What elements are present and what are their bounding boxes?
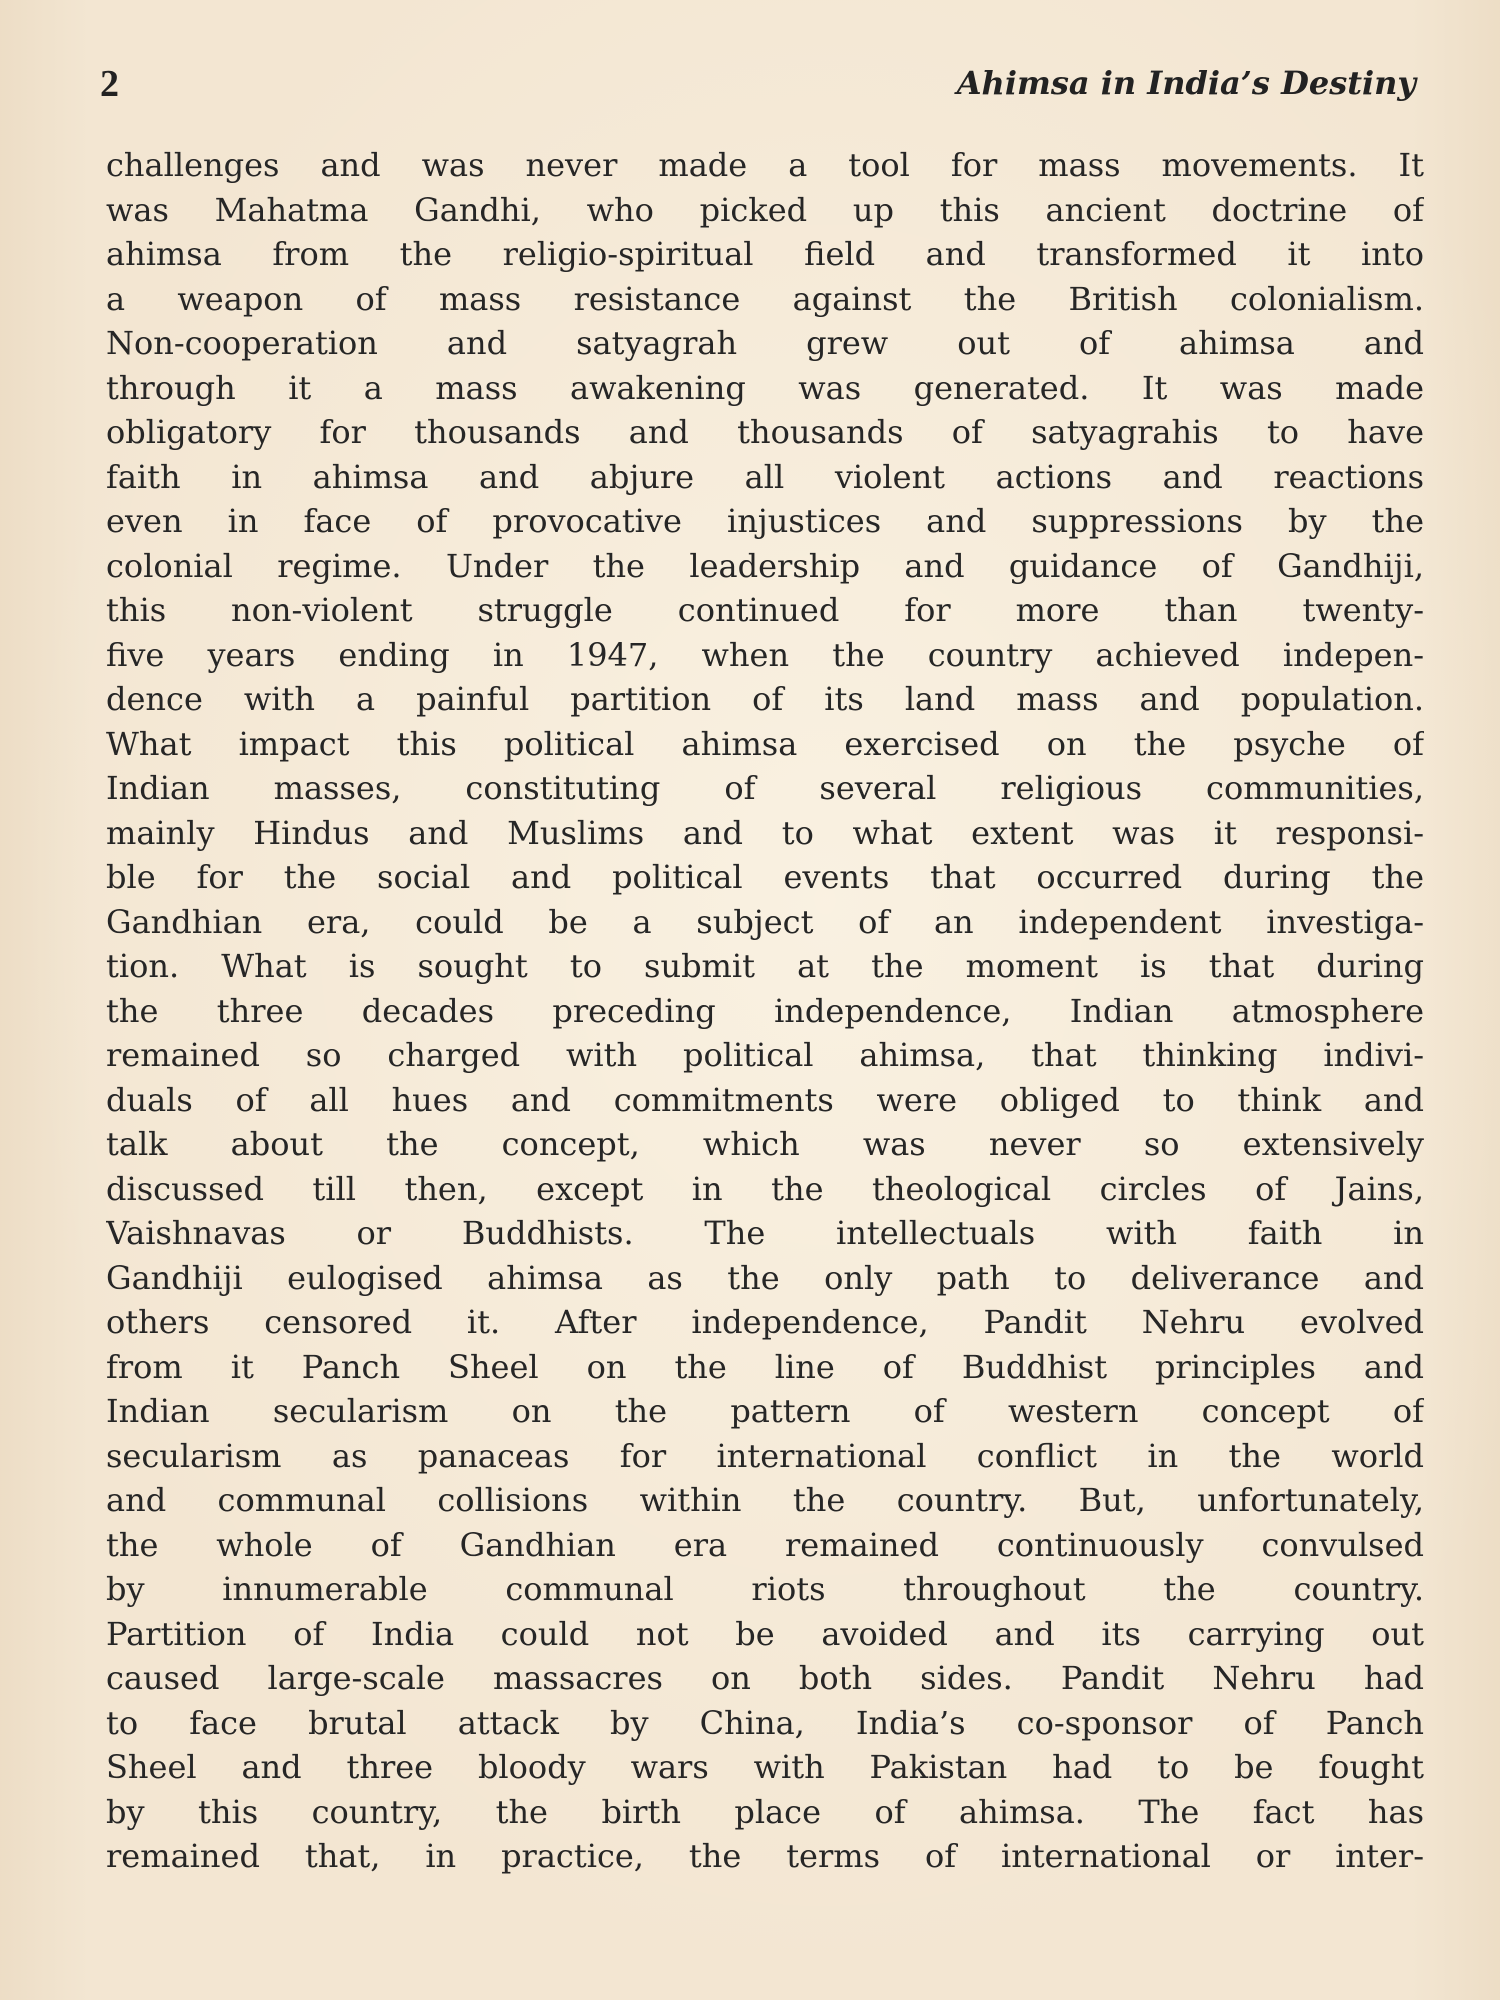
text-line: even in face of provocative injustices and suppressions by the	[106, 502, 1424, 540]
text-line: caused large-scale massacres on both sides. Pandit Nehru had	[106, 1659, 1424, 1697]
text-line: was Mahatma Gandhi, who picked up this ancient doctrine of	[106, 190, 1424, 229]
text-line: ble for the social and political events that occurred during the	[106, 858, 1424, 896]
text-line: Gandhian era, could be a subject of an independent investiga-	[106, 902, 1424, 941]
running-title: Ahimsa in India’s Destiny	[956, 64, 1416, 102]
text-line: colonial regime. Under the leadership and guidance of Gandhiji,	[106, 546, 1424, 585]
text-line: Vaishnavas or Buddhists. The intellectuals with faith in	[106, 1214, 1424, 1252]
text-line: Sheel and three bloody wars with Pakistan had to be fought	[106, 1748, 1424, 1786]
text-line: five years ending in 1947, when the country achieved indepen-	[106, 635, 1424, 674]
text-line: from it Panch Sheel on the line of Buddhist principles and	[106, 1347, 1424, 1386]
text-line: this non-violent struggle continued for more than twenty-	[106, 591, 1424, 629]
text-line: obligatory for thousands and thousands of satyagrahis to have	[106, 413, 1424, 451]
text-line: Indian secularism on the pattern of western concept of	[106, 1392, 1424, 1430]
text-line: mainly Hindus and Muslims and to what extent was it responsi-	[106, 813, 1424, 852]
page-number: 2	[100, 63, 119, 105]
text-line: discussed till then, except in the theological circles of Jains,	[106, 1169, 1424, 1208]
text-line: challenges and was never made a tool for mass movements. It	[106, 146, 1424, 184]
text-line: others censored it. After independence, Pandit Nehru evolved	[106, 1303, 1424, 1341]
page-header	[100, 62, 1416, 112]
text-line: and communal collisions within the country. But, unfortunately,	[106, 1481, 1424, 1519]
text-line: tion. What is sought to submit at the moment is that during	[106, 947, 1424, 985]
text-line: through it a mass awakening was generated. It was made	[106, 368, 1424, 407]
text-line: Gandhiji eulogised ahimsa as the only path to deliverance and	[106, 1258, 1424, 1297]
text-line: by innumerable communal riots throughout the country.	[106, 1570, 1424, 1608]
text-line: Indian masses, constituting of several religious communities,	[106, 769, 1424, 807]
text-line: by this country, the birth place of ahimsa. The fact has	[106, 1792, 1424, 1831]
text-line: dence with a painful partition of its land mass and population.	[106, 680, 1424, 718]
body-text	[106, 143, 1424, 1879]
text-line: talk about the concept, which was never so extensively	[106, 1125, 1424, 1163]
text-line: the three decades preceding independence, Indian atmosphere	[106, 991, 1424, 1030]
text-line: secularism as panaceas for international conflict in the world	[106, 1436, 1424, 1475]
text-line: the whole of Gandhian era remained continuously convulsed	[106, 1525, 1424, 1564]
text-line: to face brutal attack by China, India’s co-sponsor of Panch	[106, 1703, 1424, 1742]
text-line: Non-cooperation and satyagrah grew out of ahimsa and	[106, 324, 1424, 362]
text-line: duals of all hues and commitments were obliged to think and	[106, 1080, 1424, 1119]
text-line: ahimsa from the religio-spiritual field and transformed it into	[106, 235, 1424, 273]
text-line: faith in ahimsa and abjure all violent actions and reactions	[106, 457, 1424, 496]
text-line: remained so charged with political ahimsa, that thinking indivi-	[106, 1036, 1424, 1074]
text-line: Partition of India could not be avoided and its carrying out	[106, 1614, 1424, 1653]
text-line: remained that, in practice, the terms of international or inter-	[106, 1837, 1424, 1875]
text-line: a weapon of mass resistance against the British colonialism.	[106, 279, 1424, 318]
text-line: What impact this political ahimsa exercised on the psyche of	[106, 724, 1424, 763]
